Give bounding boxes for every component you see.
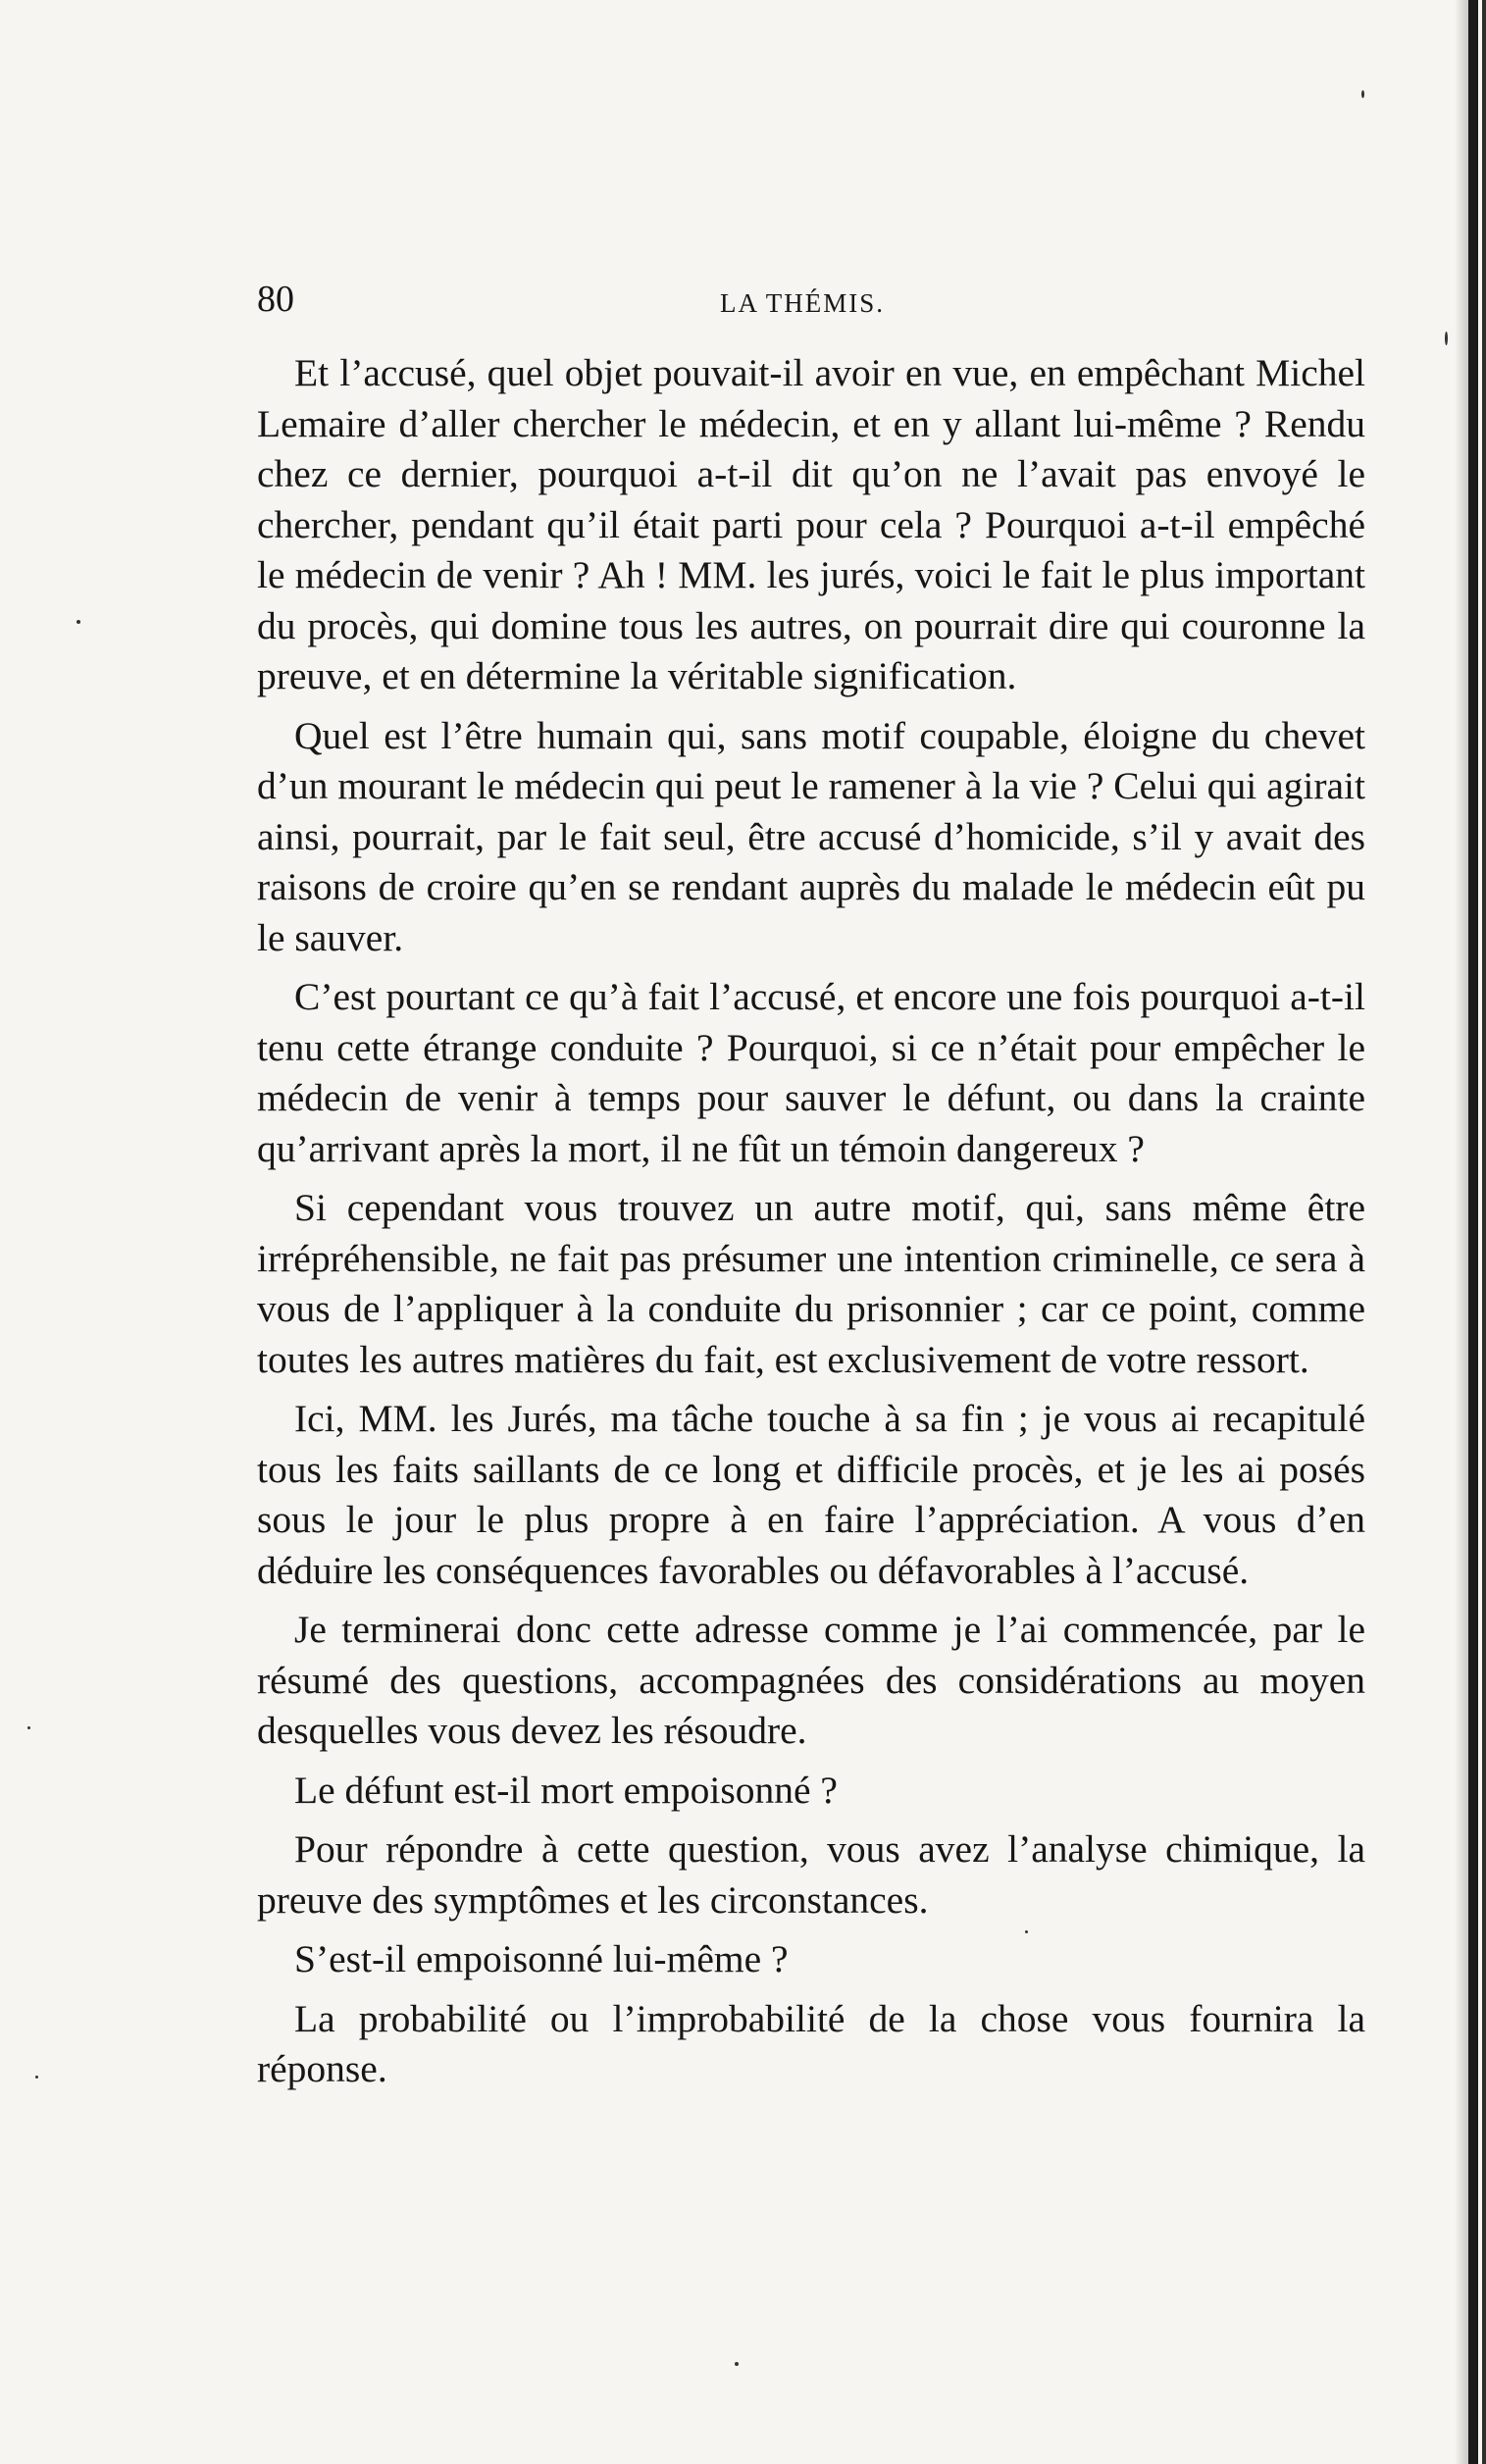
paragraph: Pour répondre à cette question, vous avez l’analyse chimique, la preuve des symptômes et les circonstances. [257,1827,1365,1922]
scan-speck [77,620,80,624]
paragraph: Et l’accusé, quel objet pouvait-il avoir en vue, en empêchant Michel Lemaire d’aller chercher le médecin, et en y allant lui-même ? Rendu chez ce dernier, pourquoi a-t-il dit qu’on ne l’avait pas envoyé le chercher, pendant qu’il était parti pour cela ? Pourquoi a-t-il empêché le médecin de venir ? Ah ! MM. les jurés, voici le fait le plus important du procès, qui domine tous les autres, on pourrait dire qui couronne la preuve, et en détermine la véritable signification. [257,351,1365,697]
page-header [257,275,1365,324]
paragraph: Le défunt est-il mort empoisonné ? [294,1768,838,1812]
running-head: LA THÉMIS. [720,288,886,318]
paragraph: C’est pourtant ce qu’à fait l’accusé, et encore une fois pourquoi a-t-il tenu cette étrange conduite ? Pourquoi, si ce n’était pour empêcher le médecin de venir à temps pour sauver le défunt, ou dans la crainte qu’arrivant après la mort, il ne fût un témoin dangereux ? [257,975,1365,1170]
paragraph: Si cependant vous trouvez un autre motif, qui, sans même être irrépréhensible, ne fait pas présumer une intention criminelle, ce sera à vous de l’appliquer à la conduite du prisonnier ; car ce point, comme toutes les autres matières du fait, est exclusivement de votre ressort. [257,1186,1365,1381]
paragraph: Quel est l’être humain qui, sans motif coupable, éloigne du chevet d’un mourant le médecin qui peut le ramener à la vie ? Celui qui agirait ainsi, pourrait, par le fait seul, être accusé d’homicide, s’il y avait des raisons de croire qu’en se rendant auprès du malade le médecin eût pu le sauver. [257,713,1365,959]
scan-speck [35,2076,38,2079]
paragraph: La probabilité ou l’improbabilité de la chose vous fournira la réponse. [257,1996,1365,2090]
paragraph: Ici, MM. les Jurés, ma tâche touche à sa fin ; je vous ai recapitulé tous les faits saillants de ce long et difficile procès, et je les ai posés sous le jour le plus propre à en faire l’appréciation. A vous d’en déduire les conséquences favorables ou défavorables à l’accusé. [257,1397,1365,1592]
scan-speck [1361,90,1364,98]
binding-edge [1468,0,1478,2464]
binding-edge-outer [1482,0,1486,2464]
paragraph: Je terminerai donc cette adresse comme je l’ai commencée, par le résumé des questions, accompagnées des considérations au moyen desquelles vous devez les résoudre. [257,1608,1365,1752]
scan-speck [735,2362,739,2366]
scan-speck [1445,332,1448,345]
scan-speck [27,1726,30,1729]
binding-shadow [1455,0,1468,2464]
page-number: 80 [257,279,294,320]
paragraph: S’est-il empoisonné lui-même ? [294,1937,789,1980]
body-text [257,348,1365,2104]
